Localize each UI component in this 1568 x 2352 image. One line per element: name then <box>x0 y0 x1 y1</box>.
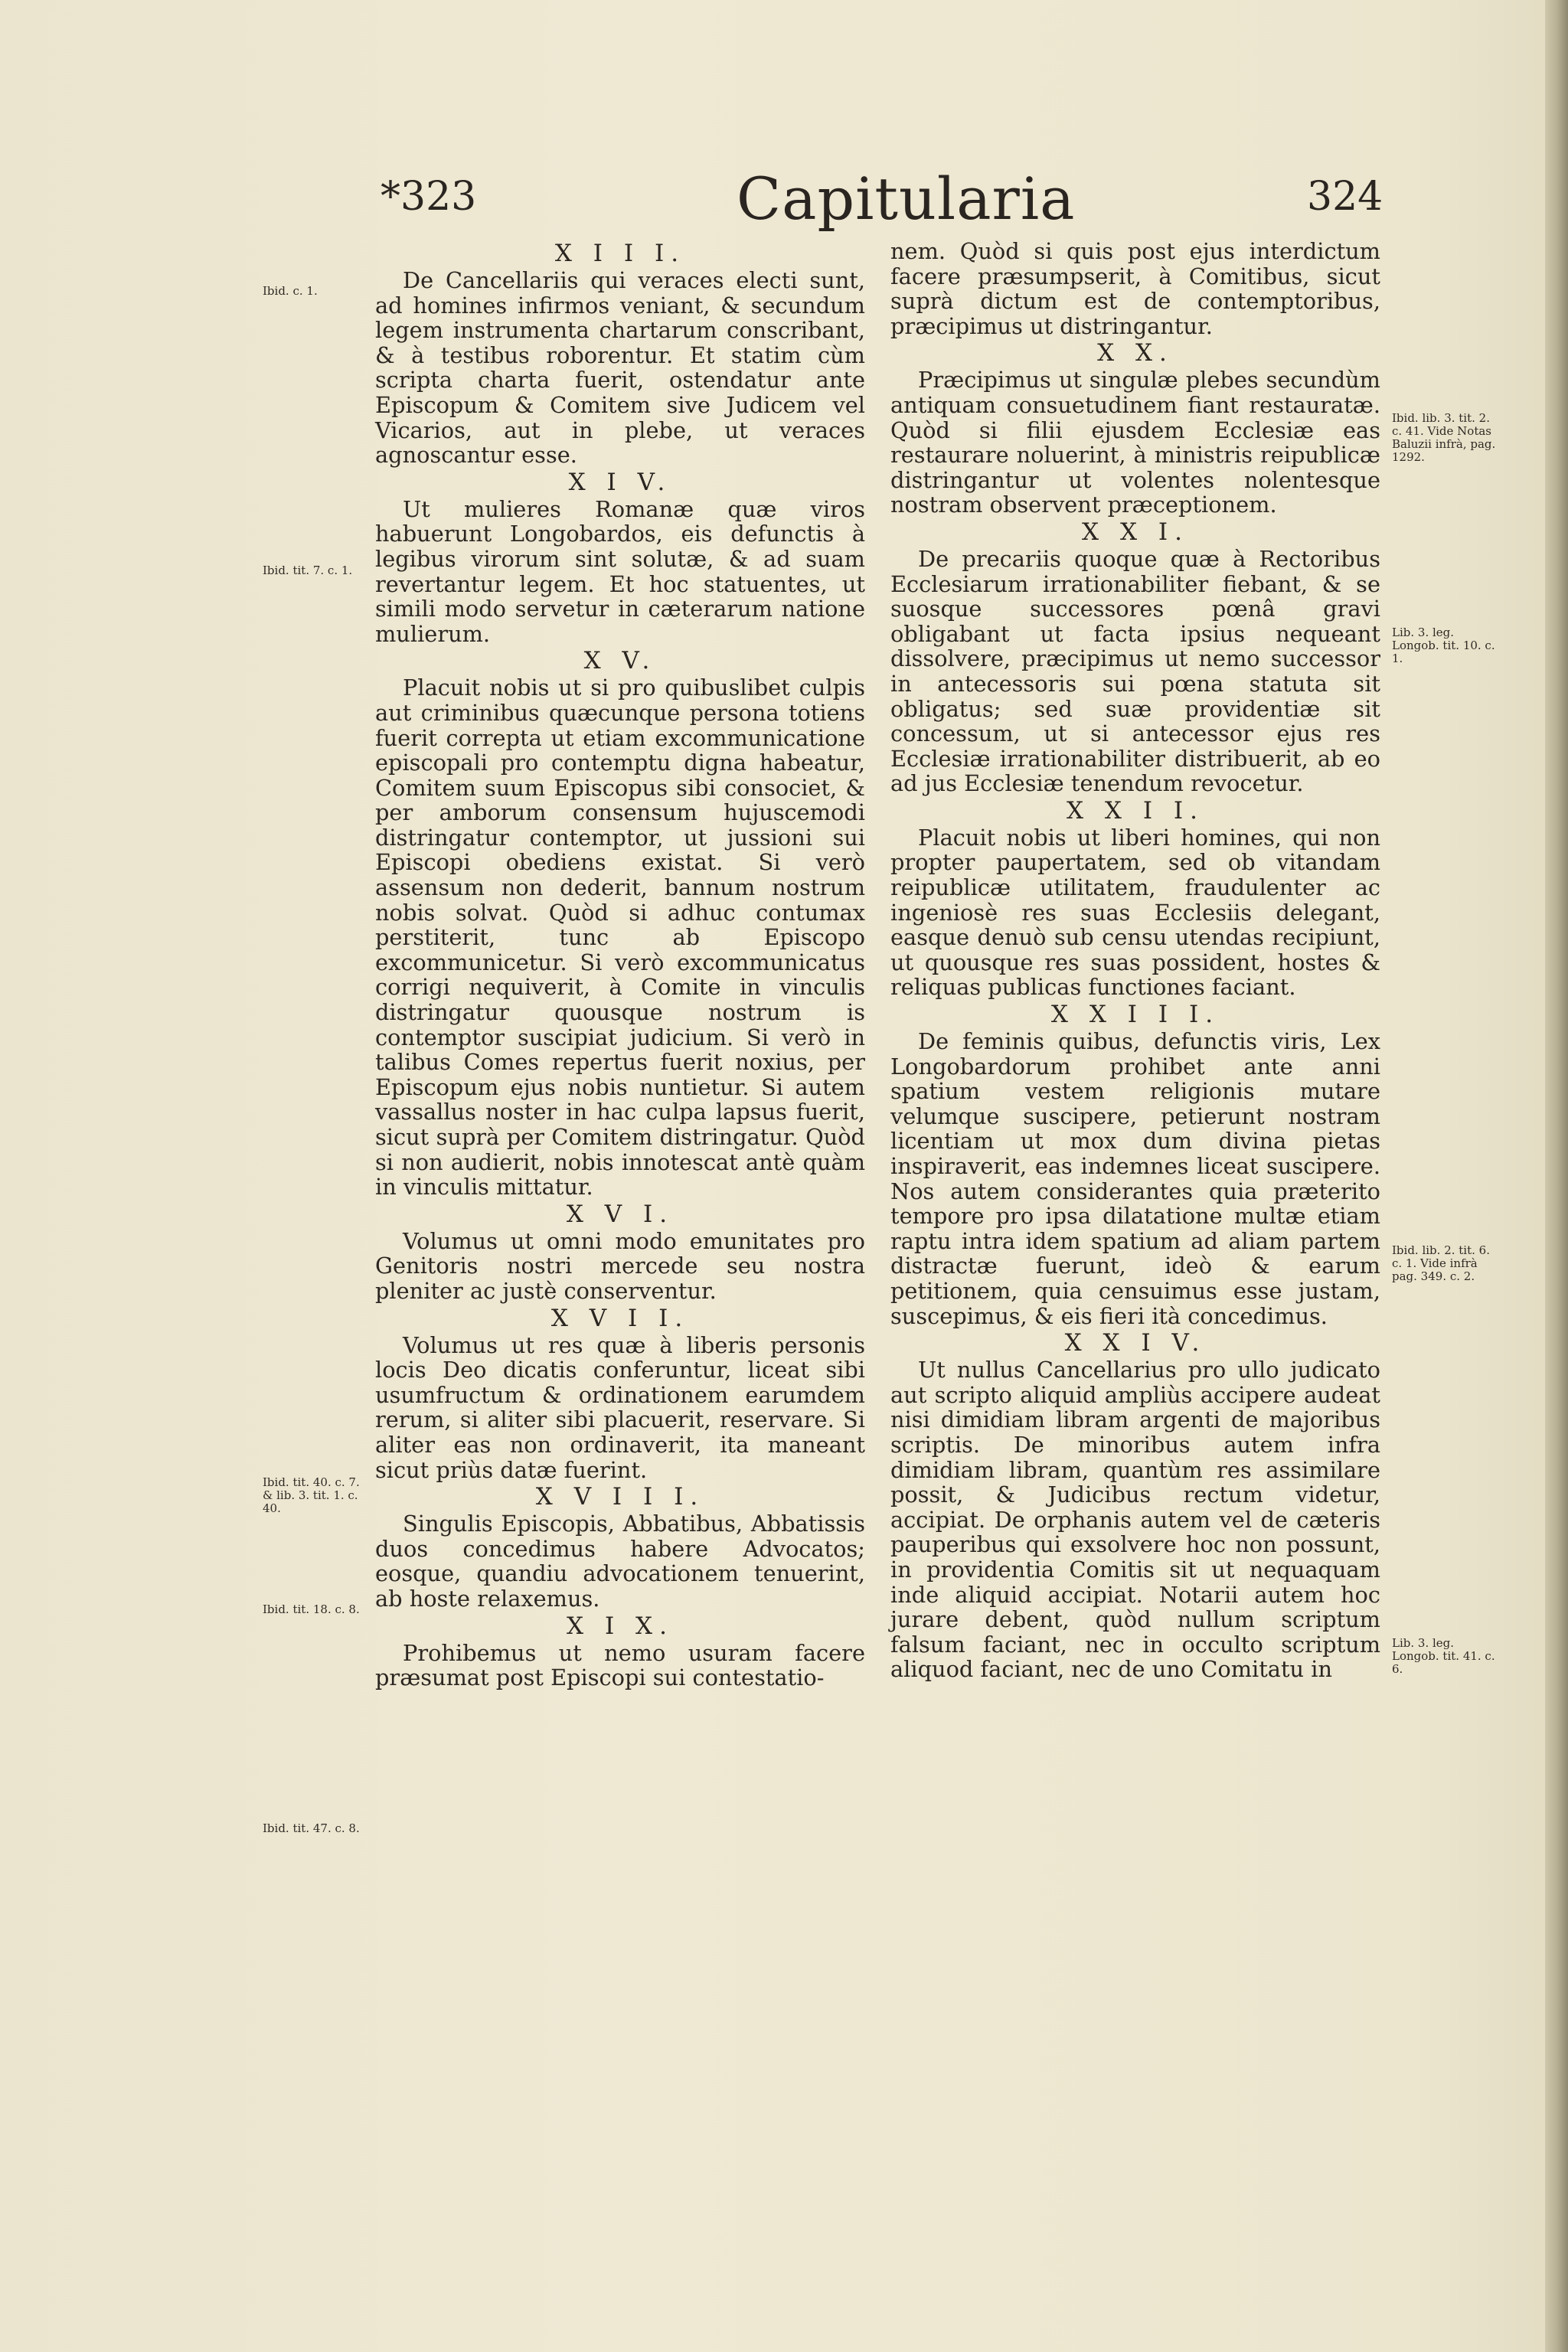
continued-text: nem. Quòd si quis post ejus interdictum facere præsumpserit, à Comitibus, sicut suprà dictum est de contemptoribus, præcipimus ut distringantur. <box>890 238 1380 339</box>
chapter-text: De Cancellariis qui veraces electi sunt, ad homines infirmos veniant, & secundum legem instrumenta chartarum conscribant, & à testibus roborentur. Et statim cùm scripta charta fuerit, ostendatur ante Episcopum & Comitem sive Judicem vel Vicarios, aut in plebe, ut veraces agnoscantur esse. <box>375 267 865 469</box>
chapter-numeral: X X I. <box>1082 518 1189 546</box>
chapter-xvii <box>375 1304 865 1483</box>
chapter-text: Placuit nobis ut liberi homines, qui non propter paupertatem, sed ob vitandam reipublicæ utilitatem, fraudulenter ac ingeniosè res suas Ecclesiis delegant, easque denuò sub censu utendas recipiunt, ut quousque res suas possident, hostes & reliquas publicas functiones faciant. <box>890 824 1380 1001</box>
running-title: Capitularia <box>737 165 1076 233</box>
chapter-xv <box>375 646 865 1199</box>
chapter-text: Ut mulieres Romanæ quæ viros habuerunt Longobardos, eis defunctis à legibus virorum sint solutæ, & ad suam revertantur legem. Et hoc statuentes, ut simili modo servetur in cæterarum natione mulierum. <box>375 495 865 647</box>
chapter-xix <box>375 1612 865 1690</box>
chapter-text: Placuit nobis ut si pro quibuslibet culpis aut criminibus quæcunque persona totiens fuerit correpta ut etiam excommunicatione episcopali pro contemptu digna habeatur, Comitem suum Episcopus sibi consociet, & per amborum consensum hujuscemodi distringatur contemptor, ut jussioni sui Episcopi obediens existat. Si verò assensum non dederit, bannum nostrum nobis solvat. Quòd si adhuc contumax perstiterit, tunc ab Episcopo excommunicetur. Si verò excommunicatus corrigi nequiverit, à Comite in vinculis distringatur quousque nostrum is contemptor suscipiat judicium. Si verò in talibus Comes repertus fuerit noxius, per Episcopum ejus nobis nuntietur. Si autem vassallus noster in hac culpa lapsus fuerit, sicut suprà per Comitem distringatur. Quòd si non audierit, nobis innotescat antè quàm in vinculis mittatur. <box>375 675 865 1200</box>
chapter-numeral: X I I I. <box>554 240 686 267</box>
chapter-text: Prohibemus ut nemo usuram facere præsumat post Episcopi sui contestatio- <box>375 1639 865 1691</box>
margin-note: Lib. 3. leg. Longob. tit. 10. c. 1. <box>1392 626 1495 665</box>
margin-note: Ibid. lib. 2. tit. 6. c. 1. Vide infrà pag. 349. c. 2. <box>1392 1243 1490 1283</box>
margin-note: Ibid. tit. 40. c. 7. & lib. 3. tit. 1. c. 40. <box>263 1475 360 1515</box>
margin-note: Ibid. tit. 7. c. 1. <box>263 564 353 577</box>
chapter-numeral: X X I V. <box>1064 1329 1207 1357</box>
page-number-left: *323 <box>381 174 477 220</box>
chapter-text: Singulis Episcopis, Abbatibus, Abbatissis duos concedimus habere Advocatos; eosque, quandiu advocationem tenuerint, ab hoste relaxemus. <box>375 1511 865 1612</box>
page-edge <box>1545 0 1568 2352</box>
chapter-numeral: X V. <box>583 647 657 675</box>
chapter-text: Ut nullus Cancellarius pro ullo judicato aut scripto aliquid ampliùs accipere audeat nisi dimidiam libram argenti de majoribus scriptis. De minoribus autem infra dimidiam libram, quantùm res assimilare possit, & Judicibus rectum videtur, accipiat. De orphanis autem vel de cæteris pauperibus qui exsolvere hoc non possunt, in providentia Comitis sit ut nequaquam inde aliquid accipiat. Notarii autem hoc jurare debent, quòd nullum scriptum falsum faciant, nec in occulto scriptum aliquod faciant, nec de uno Comitatu in <box>890 1357 1380 1683</box>
chapter-xxi <box>890 518 1380 796</box>
chapter-text: Præcipimus ut singulæ plebes secundùm antiquam consuetudinem fiant restauratæ. Quòd si filii ejusdem Ecclesiæ eas restaurare noluerint, à ministris reipublicæ distringantur ut volentes nolentesque nostram observent præceptionem. <box>890 367 1380 518</box>
chapter-text: De feminis quibus, defunctis viris, Lex Longobardorum prohibet ante anni spatium vestem religionis mutare velumque suscipere, petierunt nostram licentiam ut mox dum divina pietas inspiraverit, eas indemnes liceat suscipere. Nos autem considerantes quia præterito tempore pro ipsa dilatatione multæ etiam raptu intra idem spatium ad aliam partem distractæ fuerunt, ideò & earum petitionem, quia censuimus esse justam, suscepimus, & eis fieri ità concedimus. <box>890 1028 1380 1329</box>
chapter-numeral: X I V. <box>568 468 672 496</box>
margin-note: Lib. 3. leg. Longob. tit. 41. c. 6. <box>1392 1636 1495 1676</box>
chapter-xvi <box>375 1200 865 1304</box>
left-column <box>375 239 865 1690</box>
chapter-numeral: X I X. <box>567 1612 674 1640</box>
page-header <box>0 165 1568 234</box>
chapter-text: Volumus ut res quæ à liberis personis locis Deo dicatis conferuntur, liceat sibi usumfructum & ordinationem earumdem rerum, si aliter sibi placuerit, reservare. Si aliter eas non ordinaverit, ita maneant sicut priùs datæ fuerint. <box>375 1331 865 1483</box>
margin-note: Ibid. lib. 3. tit. 2. c. 41. Vide Notas Baluzii infrà, pag. 1292. <box>1392 411 1496 464</box>
chapter-numeral: X V I I. <box>550 1304 690 1332</box>
chapter-numeral: X V I I I. <box>535 1483 705 1511</box>
chapter-text: De precariis quoque quæ à Rectoribus Ecclesiarum irrationabiliter fiebant, & se suosque successores pœnâ gravi obligabant ut facta ipsius nequeant dissolvere, præcipimus ut nemo successor in antecessoris sui pœna statuta sit obligatus; sed suæ providentiæ sit concessum, ut si antecessor ejus res Ecclesiæ irrationabiliter distribuerit, ab eo ad jus Ecclesiæ tenendum revocetur. <box>890 545 1380 797</box>
chapter-xiii <box>375 239 865 468</box>
chapter-xxiii <box>890 1000 1380 1328</box>
margin-note: Ibid. c. 1. <box>263 284 318 298</box>
chapter-xxiv <box>890 1328 1380 1682</box>
right-column <box>890 239 1380 1682</box>
margin-note: Ibid. tit. 47. c. 8. <box>263 1821 360 1835</box>
chapter-numeral: X X. <box>1097 339 1174 368</box>
chapter-text: Volumus ut omni modo emunitates pro Genitoris nostri mercede seu nostra pleniter ac justè conserventur. <box>375 1227 865 1304</box>
margin-note: Ibid. tit. 18. c. 8. <box>263 1602 360 1616</box>
chapter-numeral: X X I I I. <box>1050 1001 1220 1029</box>
chapter-numeral: X V I. <box>566 1200 675 1228</box>
page-number-right: 324 <box>1307 174 1383 220</box>
chapter-xxii <box>890 796 1380 1000</box>
chapter-xviii <box>375 1482 865 1611</box>
chapter-numeral: X X I I. <box>1066 796 1205 825</box>
chapter-xx <box>890 338 1380 518</box>
chapter-xiv <box>375 468 865 647</box>
